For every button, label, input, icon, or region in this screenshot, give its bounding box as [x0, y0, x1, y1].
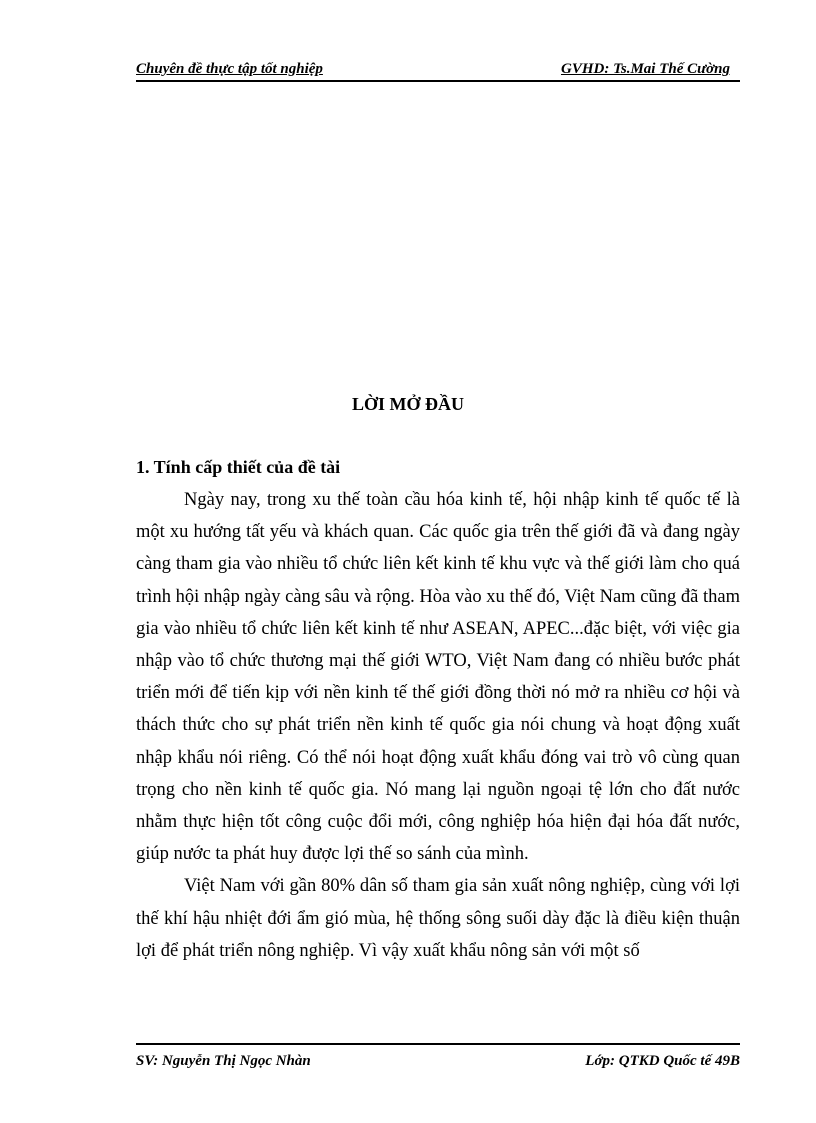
page-footer [136, 1043, 740, 1067]
header-supervisor: GVHD: Ts.Mai Thế Cường [560, 61, 730, 77]
section-body [136, 484, 740, 967]
footer-class: Lớp: QTKD Quốc tế 49B [585, 1053, 740, 1069]
header-document-type: Chuyên đề thực tập tốt nghiệp [136, 61, 323, 77]
footer-student: SV: Nguyễn Thị Ngọc Nhàn [136, 1053, 311, 1069]
section-heading: 1. Tính cấp thiết của đề tài [136, 457, 341, 477]
page-header [136, 60, 740, 82]
page-title: LỜI MỞ ĐẦU [352, 394, 464, 414]
paragraph-1: Ngày nay, trong xu thế toàn cầu hóa kinh tế, hội nhập kinh tế quốc tế là một xu hướng tất yếu và khách quan. Các quốc gia trên thế giới đã và đang ngày càng tham gia vào nhiều tổ chức liên kết kinh tế khu vực và thế giới làm cho quá trình hội nhập ngày càng sâu và rộng. Hòa vào xu thế đó, Việt Nam cũng đã tham gia vào nhiều tổ chức liên kết kinh tế như ASEAN, APEC...đặc biệt, với việc gia nhập vào tổ chức thương mại thế giới WTO, Việt Nam đang có nhiều bước phát triển mới để tiến kịp với nền kinh tế thế giới đồng thời nó mở ra nhiều cơ hội và thách thức cho sự phát triển nền kinh tế quốc gia nói chung và hoạt động xuất nhập khẩu nói riêng. Có thể nói hoạt động xuất khẩu đóng vai trò vô cùng quan trọng cho nền kinh tế quốc gia. Nó mang lại nguồn ngoại tệ lớn cho đất nước nhằm thực hiện tốt công cuộc đổi mới, công nghiệp hóa hiện đại hóa đất nước, giúp nước ta phát huy được lợi thế so sánh của mình. [136, 490, 740, 865]
paragraph-2: Việt Nam với gần 80% dân số tham gia sản xuất nông nghiệp, cùng với lợi thế khí hậu nhiệt đới ẩm gió mùa, hệ thống sông suối dày đặc là điều kiện thuận lợi để phát triển nông nghiệp. Vì vậy xuất khẩu nông sản với một số [136, 876, 740, 961]
